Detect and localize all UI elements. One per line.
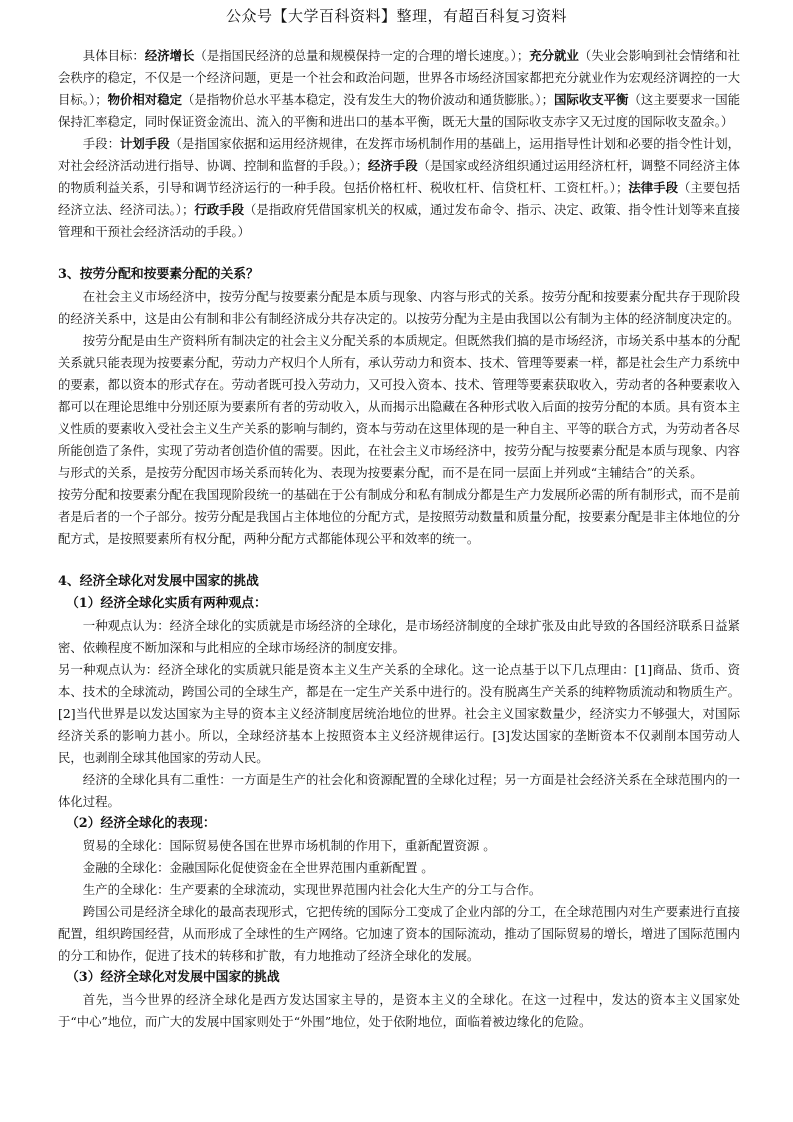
- section-4-para-3: 经济的全球化具有二重性：一方面是生产的社会化和资源配置的全球化过程；另一方面是社会经济关系在全球范围内的一体化过程。: [58, 772, 740, 809]
- section-4-para-2: 另一种观点认为：经济全球化的实质就只能是资本主义生产关系的全球化。这一论点基于以下几点理由：[1]商品、货币、资本、技术的全球流动，跨国公司的全球生产，都是在一定生产关系中进行的。没有脱离生产关系的纯粹物质流动和物质生产。[2]当代世界是以发达国家为主导的资本主义经济制度居统治地位的世界。社会主义国家数量少，经济实力不够强大，对国际经济关系的影响力甚小。所以，全球经济基本上按照资本主义经济规律运行。[3]发达国家的垄断资本不仅剥削本国劳动人民，也剥削全球其他国家的劳动人民。: [58, 662, 740, 765]
- means-paragraph: [58, 133, 740, 243]
- document-body: [58, 45, 740, 1033]
- section-4-subheading-2: （2）经济全球化的表现：: [66, 816, 216, 831]
- section-4-para-7: 跨国公司是经济全球化的最高表现形式，它把传统的国际分工变成了企业内部的分工，在全球范围内对生产要素进行直接配置，组织跨国经营，从而形成了全球性的生产网络。它加速了资本的国际流动，推动了国际贸易的增长，增进了国际范围内的分工和协作，促进了技术的转移和扩散，有力地推动了经济全球化的发展。: [58, 904, 740, 963]
- section-3-para-3: 按劳分配和按要素分配在我国现阶段统一的基础在于公有制成分和私有制成分都是生产力发展所必需的所有制形式，而不是前者是后者的一个子部分。按劳分配是我国占主体地位的分配方式，是按照劳动数量和质量分配，按要素分配是非主体地位的分配方式，是按照要素所有权分配，两种分配方式都能体现公平和效率的统一。: [58, 487, 740, 546]
- goal-term: 物价相对稳定: [107, 92, 183, 107]
- goals-lead: 具体目标：: [82, 48, 145, 63]
- section-4-para-6: 生产的全球化：生产要素的全球流动，实现世界范围内社会化大生产的分工与合作。: [82, 882, 542, 897]
- goal-term: 国际收支平衡: [554, 92, 629, 107]
- goal-term: 经济增长: [144, 48, 195, 63]
- section-4-para-1: 一种观点认为：经济全球化的实质就是市场经济的全球化，是市场经济制度的全球扩张及由此导致的各国经济联系日益紧密、依赖程度不断加深和与此相应的全球市场经济的制度安排。: [58, 618, 740, 655]
- section-4-title: 4、经济全球化对发展中国家的挑战: [58, 574, 259, 589]
- goal-desc: （是指物价总水平基本稳定，没有发生大的物价波动和通货膨胀。）；: [182, 92, 555, 107]
- page-header: 公众号【大学百科资料】整理，有超百科复习资料: [225, 7, 567, 25]
- section-4-para-8: 首先，当今世界的经济全球化是西方发达国家主导的，是资本主义的全球化。在这一过程中，发达的资本主义国家处于“中心”地位，而广大的发展中国家则处于“外围”地位，处于依附地位，面临着被边缘化的危险。: [58, 992, 740, 1029]
- goal-desc: （这主要要求一国能保持汇率稳定，同时保证资金流出、流入的平衡和进出口的基本平衡，既无大量的国际收支赤字又无过度的国际收支盈余。）: [58, 92, 741, 129]
- means-term: 计划手段: [120, 136, 170, 151]
- goal-desc: （是指国民经济的总量和规模保持一定的合理的增长速度。）；: [194, 48, 530, 63]
- means-desc: （是指政府凭借国家机关的权威，通过发布命令、指示、决定、政策、指令性计划等来直接管理和干预社会经济活动的手段。）: [58, 202, 740, 239]
- means-term: 行政手段: [194, 202, 244, 217]
- means-desc: （主要包括经济立法、经济司法。）；: [58, 180, 740, 217]
- section-3-para-2: 按劳分配是由生产资料所有制决定的社会主义分配关系的本质规定。但既然我们搞的是市场经济，市场关系中基本的分配关系就只能表现为按要素分配，劳动力产权归个人所有，承认劳动力和资本、技术、管理等要素一样，都是社会生产力系统中的要素，都以资本的形式存在。劳动者既可投入劳动力，又可投入资本、技术、管理等要素获取收入，劳动者的各种要素收入都可以在理论思维中分别还原为要素所有者的劳动收入，从而揭示出隐藏在各种形式收入后面的按劳分配的本质。具有资本主义性质的要素收入受社会主义生产关系的影响与制约，资本与劳动在这里体现的是一种自主、平等的联合方式，为劳动者各尽所能创造了条件，实现了劳动者创造价值的需要。因此，在社会主义市场经济中，按劳分配与按要素分配是本质与现象、内容与形式的关系，是按劳分配因市场关系而转化为、表现为按要素分配，而不是在同一层面上并列或“主辅结合”的关系。: [58, 333, 740, 480]
- means-desc: （是指国家依据和运用经济规律，在发挥市场机制作用的基础上，运用指导性计划和必要的指令性计划，对社会经济活动进行指导、协调、控制和监督的手段。）；: [58, 136, 741, 173]
- means-lead: 手段：: [82, 136, 120, 151]
- goal-desc: （失业会影响到社会情绪和社会秩序的稳定，不仅是一个经济问题，更是一个社会和政治问题，世界各市场经济国家都把充分就业作为宏观经济调控的一大目标。）；: [58, 48, 741, 107]
- spacer: [58, 550, 740, 571]
- section-4-subheading-1: （1）经济全球化实质有两种观点：: [66, 596, 267, 611]
- goals-paragraph: [58, 45, 740, 133]
- goal-term: 充分就业: [529, 48, 579, 63]
- section-4-subheading-3: （3）经济全球化对发展中国家的挑战: [66, 970, 280, 985]
- section-4-para-4: 贸易的全球化：国际贸易使各国在世界市场机制的作用下，重新配置资源 。: [82, 838, 496, 853]
- means-desc: （是国家或经济组织通过运用经济杠杆，调整不同经济主体的物质利益关系，引导和调节经济运行的一种手段。包括价格杠杆、税收杠杆、信贷杠杆、工资杠杆。）；: [58, 158, 740, 195]
- means-term: 经济手段: [368, 158, 418, 173]
- section-3-para-1: 在社会主义市场经济中，按劳分配与按要素分配是本质与现象、内容与形式的关系。按劳分配和按要素分配共存于现阶段的经济关系中，这是由公有制和非公有制经济成分共存决定的。以按劳分配为主是由我国以公有制为主体的经济制度决定的。: [58, 289, 740, 326]
- section-4-para-5: 金融的全球化：金融国际化促使资金在全世界范围内重新配置 。: [82, 860, 434, 875]
- section-3-title: 3、按劳分配和按要素分配的关系？: [58, 267, 259, 282]
- spacer: [58, 243, 740, 264]
- means-term: 法律手段: [628, 180, 678, 195]
